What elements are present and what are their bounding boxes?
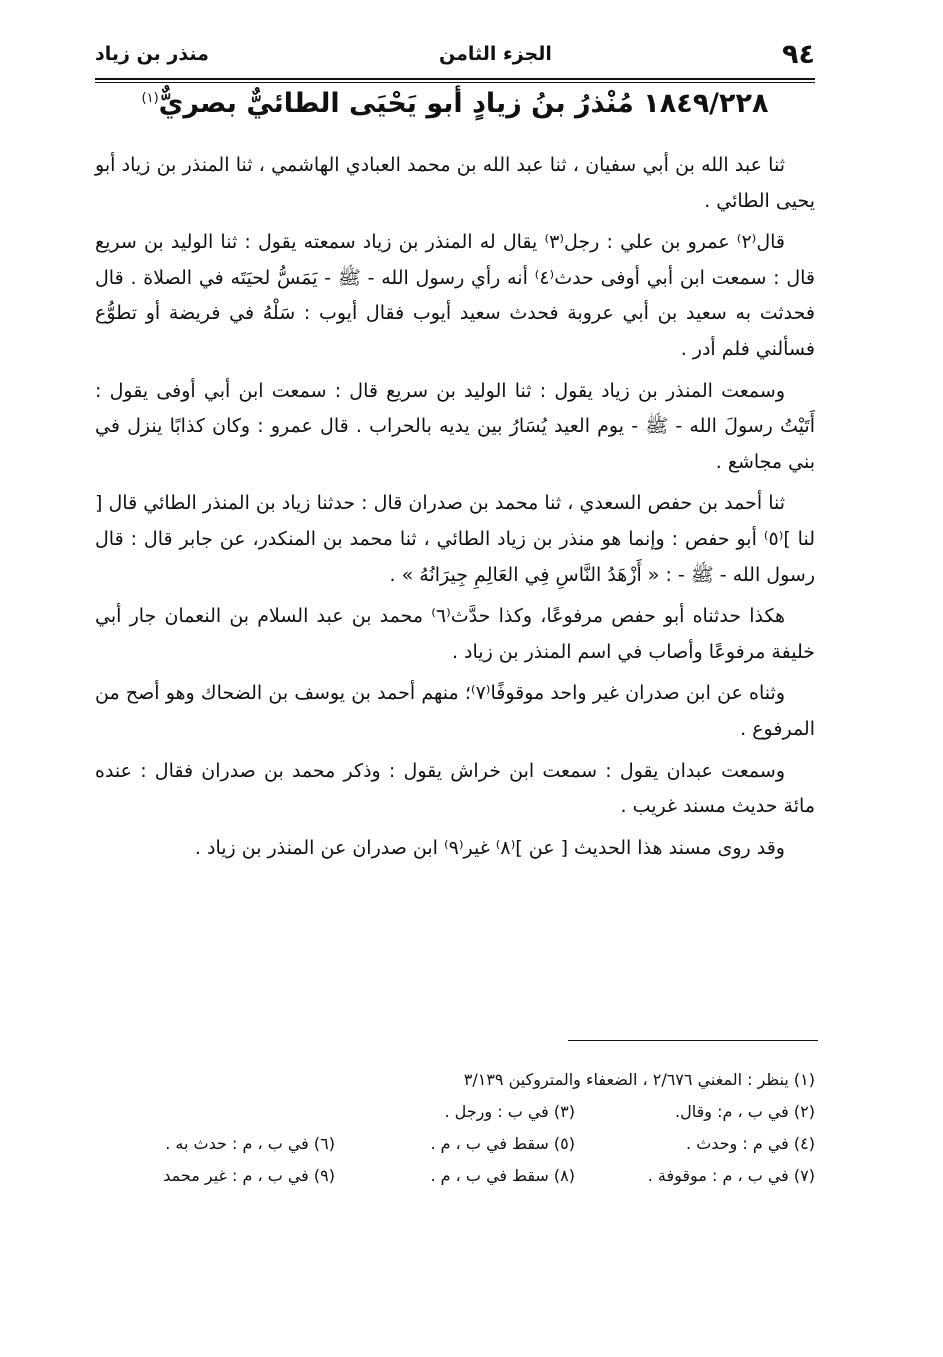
paragraph: قال⁽٢⁾ عمرو بن علي : رجل⁽٣⁾ يقال له المنذر بن زياد سمعته يقول : ثنا الوليد بن سريع قال : سمعت ابن أبي أوفى حدث⁽٤⁾ أنه رأي رسول الله - ﷺ - يَمَسُّ لحيَتَه في الصلاة . قال فحدثت به سعيد بن أبي عروبة فحدث سعيد أيوب فقال أيوب : سَلْهُ في فريضة أو تطوُّع فسألني فلم أدر . <box>95 231 816 360</box>
footnote: (٣) في ب : ورجل . <box>444 1102 575 1121</box>
page-number: ٩٤ <box>782 38 815 70</box>
footnote: (١) ينظر : المغني ٢/٦٧٦ ، الضعفاء والمتروكين ٣/١٣٩ <box>463 1070 815 1089</box>
paragraph: وثناه عن ابن صدران غير واحد موقوفًا⁽٧⁾؛ منهم أحمد بن يوسف بن الضحاك وهو أصح من المرفوع . <box>95 682 815 740</box>
paragraph: وسمعت عبدان يقول : سمعت ابن خراش يقول : وذكر محمد بن صدران فقال : عنده مائة حديث مسند غريب . <box>95 759 815 818</box>
footnote <box>95 1096 335 1128</box>
header-rule <box>95 78 815 83</box>
running-title: منذر بن زياد <box>95 43 209 65</box>
footnote: (٦) في ب ، م : حدث به . <box>165 1134 335 1153</box>
footnote: (٧) في ب ، م : موقوفة . <box>647 1166 815 1185</box>
entry-title <box>95 88 815 119</box>
paragraph: هكذا حدثناه أبو حفص مرفوعًا، وكذا حدَّث⁽٦⁾ محمد بن عبد السلام بن النعمان جار أبي خليفة مرفوعًا وأصاب في اسم المنذر بن زياد . <box>95 605 815 663</box>
footnote-rule <box>568 1040 818 1041</box>
paragraph: وقد روى مسند هذا الحديث [ عن ]⁽٨⁾ غير⁽٩⁾ ابن صدران عن المنذر بن زياد . <box>194 836 785 859</box>
paragraph: ثنا عبد الله بن أبي سفيان ، ثنا عبد الله بن محمد العبادي الهاشمي ، ثنا المنذر بن زياد أبو يحيى الطائي . <box>95 154 815 212</box>
footnote-row <box>95 1128 815 1160</box>
body-text <box>95 148 815 872</box>
paragraph: ثنا أحمد بن حفص السعدي ، ثنا محمد بن صدران قال : حدثنا زياد بن المنذر الطائي قال [ لنا ]⁽٥⁾ أبو حفص : وإنما هو منذر بن زياد الطائي ، ثنا محمد بن المنكدر، عن جابر قال : قال رسول الله - ﷺ - : « أَزْهَدُ النَّاسِ فِي العَالِمِ جِيرَانُهُ » . <box>95 492 815 586</box>
page-header <box>95 34 815 74</box>
footnote: (٤) في م : وحدث . <box>686 1134 815 1153</box>
footnote-row <box>95 1160 815 1192</box>
footnote: (٢) في ب ، م: وقال. <box>675 1102 815 1121</box>
footnote: (٨) سقط في ب ، م . <box>430 1166 575 1185</box>
entry-title-text: ١٨٤٩/٢٢٨ مُنْذرُ بنُ زيادٍ أبو يَحْيَى الطائيٌّ بصريٌّ <box>158 88 769 119</box>
footnote: (٥) سقط في ب ، م . <box>430 1134 575 1153</box>
part-title: الجزء الثامن <box>439 43 552 65</box>
footnote-row <box>95 1096 815 1128</box>
footnote: (٩) في ب ، م : غير محمد <box>163 1166 335 1185</box>
paragraph: وسمعت المنذر بن زياد يقول : ثنا الوليد بن سريع قال : سمعت ابن أبي أوفى يقول : أَتَيْتُ رسولَ الله - ﷺ - يوم العيد يُسَارُ بين يديه بالحراب . قال عمرو : وكان كذابًا ينزل في بني مجاشع . <box>95 379 815 473</box>
footnotes <box>95 1064 815 1192</box>
entry-title-note: (١) <box>141 91 159 106</box>
